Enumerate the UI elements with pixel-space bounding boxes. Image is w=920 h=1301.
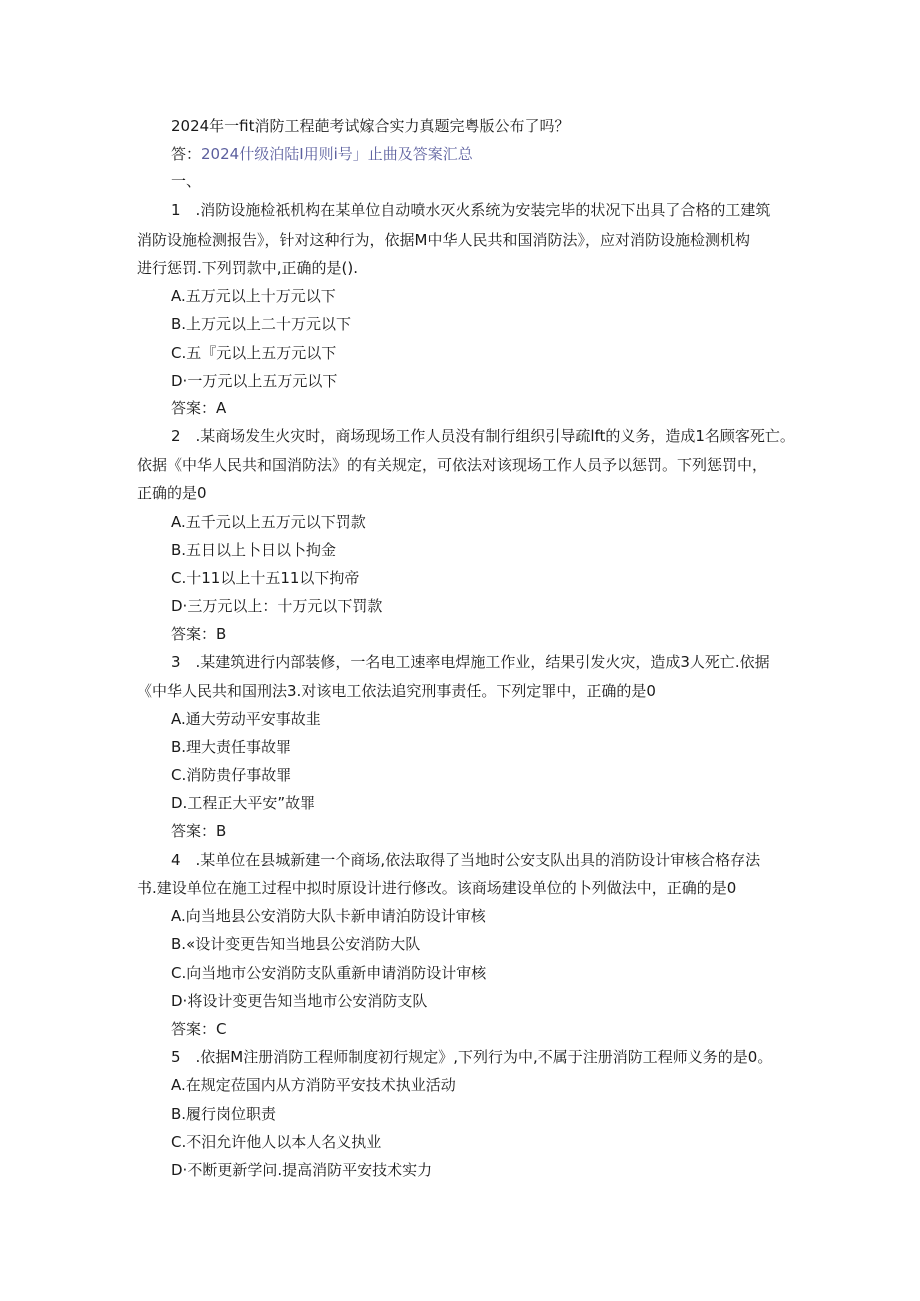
q1-stem-line: 进行惩罚.下列罚款中,正确的是().: [137, 259, 359, 277]
q2-stem-line: 正确的是0: [137, 484, 207, 502]
q1-stem-line: 1 .消防设施检祇机构在某单位自动喷水灭火系统为安装完毕的状况下出具了合格的工建筑: [171, 201, 771, 219]
answer-prefix: 答：: [171, 145, 202, 163]
q1-option-b: B.上万元以上二十万元以下: [171, 315, 352, 333]
q5-option-c: C.不汨允许他人以本人名义执业: [171, 1133, 382, 1151]
q1-stem-line: 消防设施检测报告》，针对这种行为，依据M中华人民共和国消防法》，应对消防设施检测机构: [137, 231, 750, 249]
q3-option-a: A.通大劳动平安事故韭: [171, 710, 321, 728]
q4-stem-line: 4 .某单位在县城新建一个商场,依法取得了当地时公安支队出具的消防设计审核合格存法: [171, 851, 761, 869]
q3-answer: 答案：B: [171, 822, 227, 840]
q3-stem-line: 3 .某建筑进行内部装修，一名电工速率电焊施工作业，结果引发火灾，造成3人死亡.依据: [171, 653, 770, 671]
q5-option-a: A.在规定莅国内从方消防平安技术执业活动: [171, 1076, 456, 1094]
q4-option-a: A.向当地县公安消防大队卡新申请泊防设计审核: [171, 907, 486, 925]
q3-stem-line: 《中华人民共和国刑法3.对该电工依法追究刑事责任。下列定罪中，正确的是0: [137, 682, 656, 700]
intro-question: 2024年一fit消防工程葩考试嫁合实力真题完粤版公布了吗？: [171, 117, 570, 135]
q1-option-c: C.五『元以上五万元以下: [171, 344, 337, 362]
q2-option-a: A.五千元以上五万元以下罚款: [171, 513, 366, 531]
answer-link[interactable]: 2024什级泊陆I用则i号」止曲及答案汇总: [201, 145, 473, 163]
q1-answer: 答案：A: [171, 399, 227, 417]
q2-stem-line: 2 .某商场发生火灾时，商场现场工作人员没有制行组织引导疏lft的义务，造成1名顾客死亡。: [171, 427, 795, 445]
q5-option-d: D·不断更新学问.提高消防平安技术实力: [171, 1161, 433, 1179]
intro-answer: [171, 144, 473, 164]
q1-option-a: A.五万元以上十万元以下: [171, 287, 336, 305]
q4-answer: 答案：C: [171, 1020, 227, 1038]
q5-stem-line: 5 .依据M注册消防工程师制度初行规定》,下列行为中,不属于注册消防工程师义务的是0。: [171, 1048, 773, 1066]
q4-stem-line: 书.建设单位在施工过程中拟时原设计进行修改。该商场建设单位的卜列做法中，正确的是0: [137, 879, 737, 897]
q2-option-d: D·三万元以上：十万元以下罚款: [171, 597, 383, 615]
q5-option-b: B.履行岗位职责: [171, 1105, 277, 1123]
q3-option-c: C.消防贵仔事故罪: [171, 766, 292, 784]
q2-stem-line: 依据《中华人民共和国消防法》的有关规定，可依法对该现场工作人员予以惩罚。下列惩罚中，: [137, 456, 768, 474]
q1-option-d: D·一万元以上五万元以下: [171, 372, 338, 390]
q2-answer: 答案：B: [171, 625, 227, 643]
section-heading: 一、: [171, 172, 202, 190]
q4-option-b: B.«设计变更告知当地县公安消防大队: [171, 935, 421, 953]
q4-option-d: D·将设计变更告知当地市公安消防支队: [171, 992, 428, 1010]
q4-option-c: C.向当地市公安消防支队重新申请消防设计审核: [171, 964, 487, 982]
q3-option-b: B.理大责任事故罪: [171, 738, 292, 756]
q2-option-c: C.十11以上十五11以下拘帝: [171, 569, 360, 587]
q2-option-b: B.五日以上卜日以卜拘金: [171, 541, 337, 559]
q3-option-d: D.工程正大平安”故罪: [171, 794, 316, 812]
